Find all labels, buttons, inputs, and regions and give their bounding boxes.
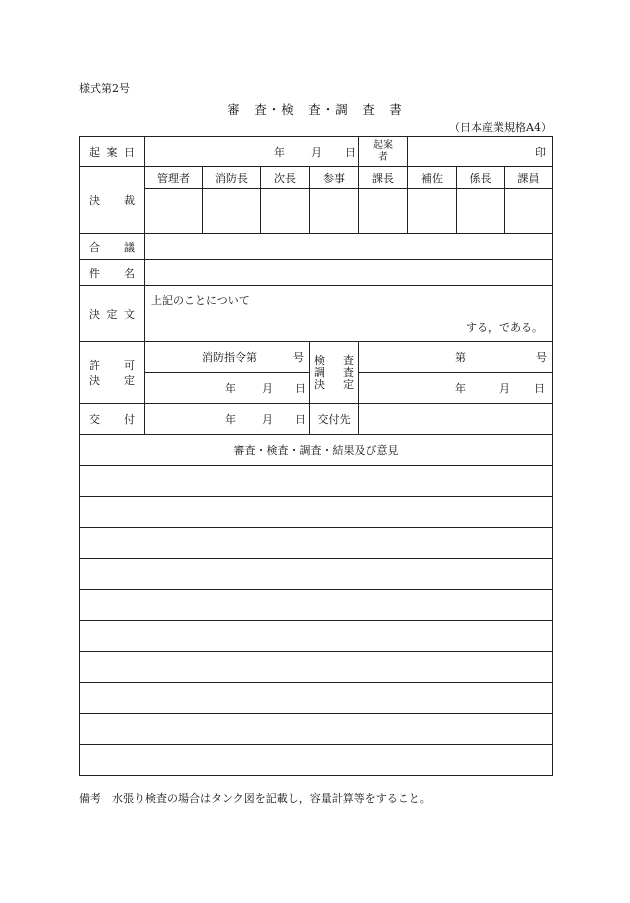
delivery-to-label: 交付先: [310, 404, 359, 435]
day-label: 日: [345, 145, 356, 159]
month-label: 月: [262, 382, 273, 395]
month-label: 月: [262, 413, 273, 426]
day-label: 日: [534, 382, 545, 395]
role-councilor: 参事: [310, 167, 359, 189]
day-label: 日: [295, 382, 306, 395]
role-assistant: 補佐: [408, 167, 457, 189]
permit-number-suffix: 号: [293, 351, 304, 364]
inspection-date-field[interactable]: [359, 373, 553, 404]
role-subsection-chief: 係長: [457, 167, 505, 189]
form-title: 審 査・検 査・調 査 書: [227, 102, 403, 117]
stamp-assistant[interactable]: [408, 189, 457, 234]
result-line-field[interactable]: [80, 590, 553, 621]
draft-date-row: [80, 137, 553, 167]
result-line: [80, 559, 553, 590]
stamp-section-chief[interactable]: [359, 189, 408, 234]
result-line-field[interactable]: [80, 528, 553, 559]
results-header-row: [80, 435, 553, 466]
delivery-row: [80, 404, 553, 435]
approval-roles-row: [80, 167, 553, 189]
stamp-councilor[interactable]: [310, 189, 359, 234]
permit-row-1: [80, 342, 553, 373]
result-line-field[interactable]: [80, 621, 553, 652]
result-line: [80, 621, 553, 652]
result-line-field[interactable]: [80, 559, 553, 590]
delivery-to-field[interactable]: [359, 404, 553, 435]
permit-number-field[interactable]: [145, 342, 310, 373]
year-label: 年: [274, 145, 285, 159]
result-line: [80, 528, 553, 559]
stamp-manager[interactable]: [145, 189, 203, 234]
month-label: 月: [499, 382, 510, 395]
result-line: [80, 714, 553, 745]
role-deputy: 次長: [261, 167, 310, 189]
inspection-number-suffix: 号: [536, 351, 547, 364]
permit-number-prefix: 消防指令第: [202, 351, 257, 364]
subject-field[interactable]: [145, 260, 553, 286]
stamp-subsection-chief[interactable]: [457, 189, 505, 234]
draft-date-label: 起案日: [80, 137, 145, 167]
draft-date-field[interactable]: [145, 137, 359, 167]
decision-text: 上記のことについて: [151, 294, 250, 307]
result-line-field[interactable]: [80, 652, 553, 683]
council-row: [80, 234, 553, 260]
approval-stamps-row: [80, 189, 553, 234]
result-line: [80, 590, 553, 621]
role-fire-chief: 消防長: [203, 167, 261, 189]
paper-standard: （日本産業規格A4）: [449, 121, 552, 134]
drafter-field[interactable]: [408, 137, 553, 167]
role-section-chief: 課長: [359, 167, 408, 189]
result-line: [80, 745, 553, 776]
year-label: 年: [225, 413, 236, 426]
council-label: 合 議: [80, 234, 145, 260]
year-label: 年: [225, 382, 236, 395]
day-label: 日: [295, 413, 306, 426]
inspection-label: 検 査 調 査 決 定: [310, 342, 359, 404]
result-line-field[interactable]: [80, 466, 553, 497]
decision-suffix: する，である。: [466, 321, 543, 334]
permit-date-field[interactable]: [145, 373, 310, 404]
stamp-staff[interactable]: [505, 189, 553, 234]
inspection-number-field[interactable]: [359, 342, 553, 373]
council-field[interactable]: [145, 234, 553, 260]
result-line-field[interactable]: [80, 497, 553, 528]
remarks-note: 備考 水張り検査の場合はタンク図を記載し，容量計算等をすること。: [79, 792, 431, 805]
decision-label: 決定文: [80, 286, 145, 342]
stamp-fire-chief[interactable]: [203, 189, 261, 234]
inspection-form-table: [79, 136, 553, 776]
decision-row: [80, 286, 553, 342]
role-staff: 課員: [505, 167, 553, 189]
subject-label: 件 名: [80, 260, 145, 286]
year-label: 年: [455, 382, 466, 395]
delivery-label: 交 付: [80, 404, 145, 435]
seal-mark: 印: [535, 145, 546, 159]
result-line-field[interactable]: [80, 714, 553, 745]
drafter-label: 起案者: [359, 137, 408, 167]
results-header: 審査・検査・調査・結果及び意見: [80, 435, 553, 466]
stamp-deputy[interactable]: [261, 189, 310, 234]
result-line: [80, 466, 553, 497]
result-line: [80, 652, 553, 683]
decision-field[interactable]: [145, 286, 553, 342]
form-number: 様式第2号: [79, 82, 130, 95]
subject-row: [80, 260, 553, 286]
result-line-field[interactable]: [80, 683, 553, 714]
result-line: [80, 683, 553, 714]
result-line: [80, 497, 553, 528]
month-label: 月: [311, 145, 322, 159]
permit-label: 許 可 決 定: [80, 342, 145, 404]
result-line-field[interactable]: [80, 745, 553, 776]
delivery-date-field[interactable]: [145, 404, 310, 435]
inspection-number-prefix: 第: [455, 351, 466, 364]
role-manager: 管理者: [145, 167, 203, 189]
approval-label: 決 裁: [80, 167, 145, 234]
